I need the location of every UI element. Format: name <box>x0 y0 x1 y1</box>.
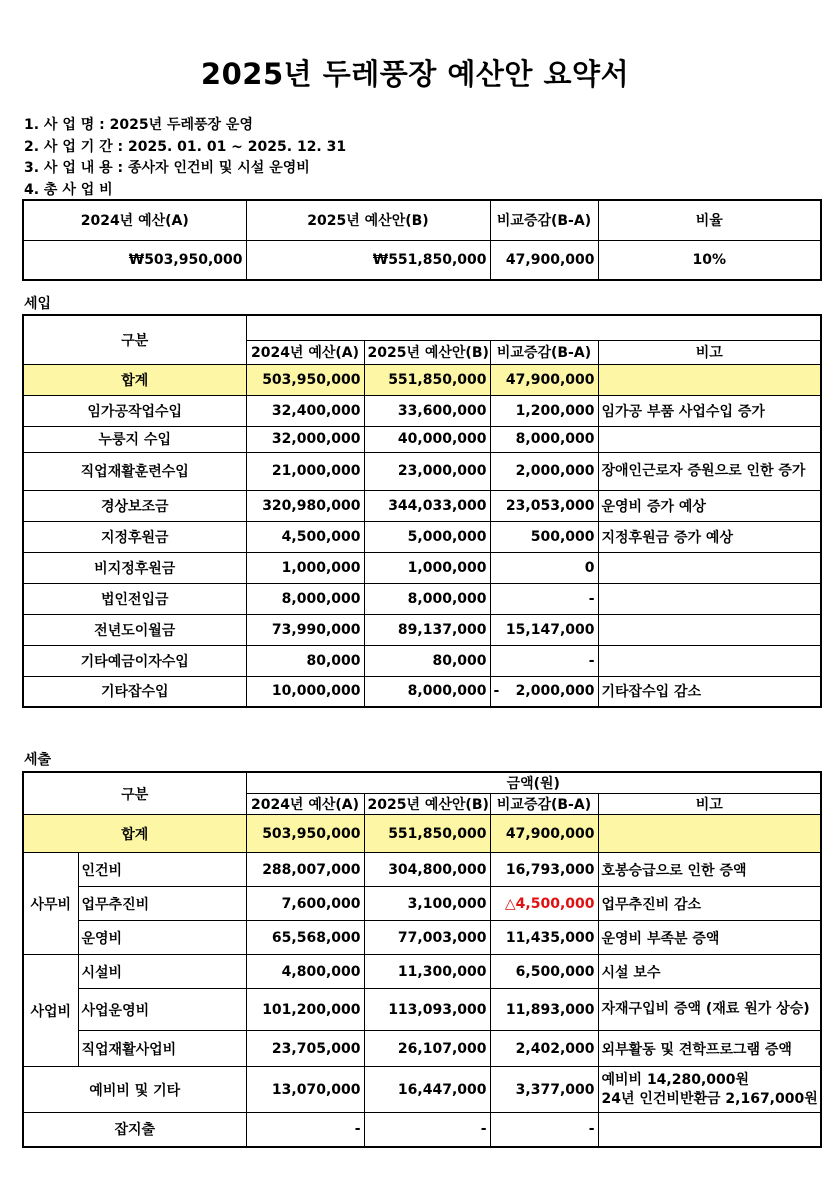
income-row-b: 89,137,000 <box>364 614 490 645</box>
table-row <box>23 676 821 707</box>
summary-header-ratio: 비율 <box>598 200 821 240</box>
income-total-a: 503,950,000 <box>246 364 364 395</box>
expense-row-note: 호봉승급으로 인한 증액 <box>598 853 821 887</box>
expense-misc-a: - <box>246 1113 364 1147</box>
expense-row-diff: 6,500,000 <box>490 955 598 989</box>
summary-header-2025: 2025년 예산안(B) <box>246 200 490 240</box>
income-row-b: 1,000,000 <box>364 552 490 583</box>
expense-row-a: 4,800,000 <box>246 955 364 989</box>
income-row-name: 지정후원금 <box>23 521 246 552</box>
expense-misc-name: 잡지출 <box>23 1113 246 1147</box>
income-row-diff: 2,000,000 <box>515 683 595 700</box>
income-row-diff: 0 <box>490 552 598 583</box>
income-row-b: 40,000,000 <box>364 426 490 452</box>
income-row-b: 8,000,000 <box>364 583 490 614</box>
income-row-a: 73,990,000 <box>246 614 364 645</box>
income-row-diff: 15,147,000 <box>490 614 598 645</box>
expense-row-note: 자재구입비 증액 (재료 원가 상승) <box>598 989 821 1031</box>
income-header-group: 구분 <box>23 315 246 364</box>
expense-misc-diff: - <box>490 1113 598 1147</box>
income-row-diff: 2,000,000 <box>490 452 598 490</box>
summary-header-diff: 비교증감(B-A) <box>490 200 598 240</box>
income-col-2024: 2024년 예산(A) <box>246 340 364 364</box>
table-row <box>23 1031 821 1067</box>
table-row <box>23 490 821 521</box>
table-row <box>23 1113 821 1147</box>
expense-reserve-note-line1: 예비비 14,280,000원 <box>601 1071 750 1088</box>
income-row-name: 전년도이월금 <box>23 614 246 645</box>
expense-table <box>22 771 822 1148</box>
income-row-name: 직업재활훈련수입 <box>23 452 246 490</box>
expense-row-name: 인건비 <box>78 853 246 887</box>
income-total-b: 551,850,000 <box>364 364 490 395</box>
income-row-b: 80,000 <box>364 645 490 676</box>
income-row-note: 운영비 증가 예상 <box>598 490 821 521</box>
page-title: 2025년 두레풍장 예산안 요약서 <box>200 57 630 91</box>
income-row-note: 임가공 부품 사업수입 증가 <box>598 395 821 426</box>
income-row-name: 임가공작업수입 <box>23 395 246 426</box>
income-col-note: 비고 <box>598 340 821 364</box>
info-project-content: 3. 사 업 내 용 : 종사자 인건비 및 시설 운영비 <box>24 160 310 176</box>
expense-row-name: 운영비 <box>78 921 246 955</box>
summary-header-2024: 2024년 예산(A) <box>23 200 246 240</box>
income-row-name: 비지정후원금 <box>23 552 246 583</box>
expense-row-b: 11,300,000 <box>364 955 490 989</box>
income-row-name: 기타예금이자수입 <box>23 645 246 676</box>
expense-row-note: 외부활동 및 견학프로그램 증액 <box>598 1031 821 1067</box>
expense-row-b: 3,100,000 <box>364 887 490 921</box>
income-row-a: 320,980,000 <box>246 490 364 521</box>
expense-total-b: 551,850,000 <box>364 815 490 853</box>
summary-value-diff: 47,900,000 <box>490 240 598 280</box>
expense-row-a: 288,007,000 <box>246 853 364 887</box>
income-total-row <box>23 364 821 395</box>
expense-reserve-b: 16,447,000 <box>364 1067 490 1113</box>
table-row <box>23 887 821 921</box>
info-total-budget: 4. 총 사 업 비 <box>24 181 113 198</box>
income-row-diff: 1,200,000 <box>490 395 598 426</box>
expense-col-2025: 2025년 예산안(B) <box>364 794 490 815</box>
table-row <box>23 955 821 989</box>
income-row-b: 23,000,000 <box>364 452 490 490</box>
expense-reserve-diff: 3,377,000 <box>490 1067 598 1113</box>
income-row-b: 344,033,000 <box>364 490 490 521</box>
expense-misc-b: - <box>364 1113 490 1147</box>
expense-row-diff: 11,893,000 <box>490 989 598 1031</box>
expense-row-diff: 16,793,000 <box>490 853 598 887</box>
income-row-a: 21,000,000 <box>246 452 364 490</box>
table-row <box>23 452 821 490</box>
summary-value-2024: ₩503,950,000 <box>23 240 246 280</box>
expense-total-note <box>598 815 821 853</box>
income-row-name: 누룽지 수입 <box>23 426 246 452</box>
expense-reserve-a: 13,070,000 <box>246 1067 364 1113</box>
expense-row-a: 101,200,000 <box>246 989 364 1031</box>
expense-row-a: 23,705,000 <box>246 1031 364 1067</box>
income-row-b: 33,600,000 <box>364 395 490 426</box>
income-row-name: 기타잡수입 <box>23 676 246 707</box>
expense-row-name: 업무추진비 <box>78 887 246 921</box>
income-row-a: 4,500,000 <box>246 521 364 552</box>
income-row-note: 장애인근로자 증원으로 인한 증가 <box>598 452 821 490</box>
income-table <box>22 314 822 708</box>
expense-header-amount: 금액(원) <box>246 772 821 794</box>
income-row-a: 1,000,000 <box>246 552 364 583</box>
expense-total-diff: 47,900,000 <box>490 815 598 853</box>
table-row <box>23 614 821 645</box>
income-row-note <box>598 614 821 645</box>
expense-row-note: 운영비 부족분 증액 <box>598 921 821 955</box>
expense-total-row <box>23 815 821 853</box>
expense-header-group: 구분 <box>23 772 246 815</box>
expense-total-name: 합계 <box>23 815 246 853</box>
expense-group-business: 사업비 <box>23 955 78 1067</box>
income-total-note <box>598 364 821 395</box>
income-row-diff-sign: - <box>493 683 500 700</box>
income-row-b: 8,000,000 <box>364 676 490 707</box>
expense-misc-note <box>598 1113 821 1147</box>
expense-row-a: 65,568,000 <box>246 921 364 955</box>
expense-total-a: 503,950,000 <box>246 815 364 853</box>
expense-row-note: 시설 보수 <box>598 955 821 989</box>
income-total-diff: 47,900,000 <box>490 364 598 395</box>
income-row-name: 법인전입금 <box>23 583 246 614</box>
table-row <box>23 853 821 887</box>
table-row <box>23 552 821 583</box>
expense-section-label: 세출 <box>24 752 52 768</box>
expense-reserve-note-line2: 24년 인건비반환금 2,167,000원 <box>601 1090 818 1107</box>
expense-group-office: 사무비 <box>23 853 78 955</box>
expense-row-name: 사업운영비 <box>78 989 246 1031</box>
income-row-b: 5,000,000 <box>364 521 490 552</box>
info-project-period: 2. 사 업 기 간 : 2025. 01. 01 ~ 2025. 12. 31 <box>24 138 347 155</box>
expense-row-b: 304,800,000 <box>364 853 490 887</box>
income-row-diff: 23,053,000 <box>490 490 598 521</box>
info-project-name: 1. 사 업 명 : 2025년 두레풍장 운영 <box>24 117 253 133</box>
table-row <box>23 989 821 1031</box>
income-row-note <box>598 552 821 583</box>
expense-reserve-note <box>598 1067 821 1113</box>
table-row <box>23 426 821 452</box>
income-row-note: 지정후원금 증가 예상 <box>598 521 821 552</box>
expense-row-name: 시설비 <box>78 955 246 989</box>
expense-row-a: 7,600,000 <box>246 887 364 921</box>
expense-col-2024: 2024년 예산(A) <box>246 794 364 815</box>
income-row-note <box>598 645 821 676</box>
table-row <box>23 521 821 552</box>
expense-row-b: 77,003,000 <box>364 921 490 955</box>
income-col-2025: 2025년 예산안(B) <box>364 340 490 364</box>
table-row <box>23 1067 821 1113</box>
table-row <box>23 583 821 614</box>
income-total-name: 합계 <box>23 364 246 395</box>
income-row-a: 10,000,000 <box>246 676 364 707</box>
income-section-label: 세입 <box>24 296 52 312</box>
table-row <box>23 395 821 426</box>
income-row-a: 32,400,000 <box>246 395 364 426</box>
expense-row-diff: △4,500,000 <box>490 887 598 921</box>
expense-row-note: 업무추진비 감소 <box>598 887 821 921</box>
income-row-diff: 500,000 <box>490 521 598 552</box>
income-row-note <box>598 426 821 452</box>
income-row-diff: 8,000,000 <box>490 426 598 452</box>
income-row-a: 8,000,000 <box>246 583 364 614</box>
income-row-diff-cell <box>490 676 598 707</box>
income-row-note: 기타잡수입 감소 <box>598 676 821 707</box>
expense-reserve-name: 예비비 및 기타 <box>23 1067 246 1113</box>
expense-row-name: 직업재활사업비 <box>78 1031 246 1067</box>
income-header-blank <box>246 315 821 340</box>
summary-table <box>22 199 822 281</box>
table-row <box>23 645 821 676</box>
expense-row-diff: 11,435,000 <box>490 921 598 955</box>
income-row-a: 80,000 <box>246 645 364 676</box>
income-row-diff: - <box>490 645 598 676</box>
summary-value-ratio: 10% <box>598 240 821 280</box>
table-row <box>23 921 821 955</box>
summary-value-2025: ₩551,850,000 <box>246 240 490 280</box>
expense-row-b: 113,093,000 <box>364 989 490 1031</box>
expense-col-diff: 비교증감(B-A) <box>490 794 598 815</box>
project-info <box>24 115 346 201</box>
income-row-diff: - <box>490 583 598 614</box>
income-row-a: 32,000,000 <box>246 426 364 452</box>
income-col-diff: 비교증감(B-A) <box>490 340 598 364</box>
income-row-note <box>598 583 821 614</box>
expense-row-b: 26,107,000 <box>364 1031 490 1067</box>
income-row-name: 경상보조금 <box>23 490 246 521</box>
expense-row-diff: 2,402,000 <box>490 1031 598 1067</box>
expense-col-note: 비고 <box>598 794 821 815</box>
